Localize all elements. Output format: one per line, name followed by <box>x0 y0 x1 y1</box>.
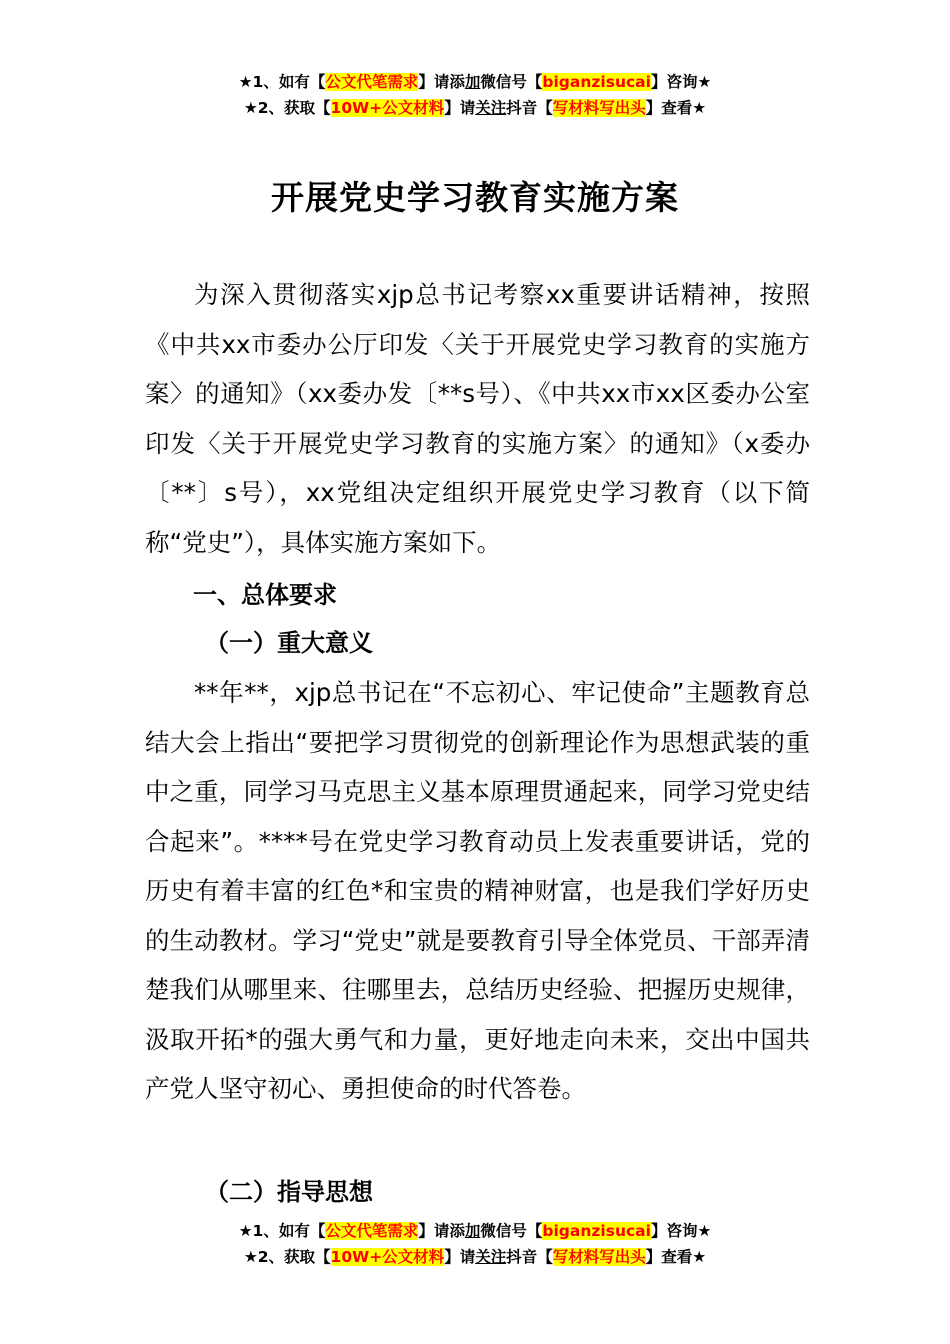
banner-text: 加 <box>464 1222 481 1240</box>
banner-text: ★2、获取【 <box>243 1248 331 1266</box>
paragraph-intro: 为深入贯彻落实xjp总书记考察xx重要讲话精神，按照《中共xx市委办公厅印发〈关于开展党史学习教育的实施方案〉的通知》（xx委办发〔**s号）、《中共xx市xx区委办公室印发〈关于开展党史学习教育的实施方案〉的通知》（x委办〔**〕s号），xx党组决定组织开展党史学习教育（以下简称“党史”），具体实施方案如下。 <box>145 280 810 557</box>
banner-text: ★2、获取【 <box>243 99 331 117</box>
banner-text: 】请 <box>444 99 476 117</box>
footer-banner <box>0 1218 950 1270</box>
body-paragraph <box>145 270 810 567</box>
highlight-service: 公文代笔需求 <box>325 73 419 91</box>
subsection-heading: （二）指导思想 <box>205 1178 373 1206</box>
banner-text: 微信号【 <box>480 1222 543 1240</box>
highlight-wechat-id: biganzisucai <box>542 1222 651 1240</box>
highlight-materials: 10W+公文材料 <box>330 99 445 117</box>
banner-text: 】咨询★ <box>650 1222 712 1240</box>
banner-line-2 <box>0 95 950 121</box>
banner-line-1 <box>0 1218 950 1244</box>
section-heading: 一、总体要求 <box>193 581 337 609</box>
banner-text: ★1、如有【 <box>238 73 326 91</box>
banner-text: 】请添 <box>418 1222 465 1240</box>
banner-text: 加 <box>464 73 481 91</box>
highlight-wechat-id: biganzisucai <box>542 73 651 91</box>
banner-line-1 <box>0 69 950 95</box>
banner-text: 微信号【 <box>480 73 543 91</box>
highlight-douyin: 写材料写出头 <box>552 99 646 117</box>
banner-text: 抖音【 <box>506 1248 553 1266</box>
banner-text: ★1、如有【 <box>238 1222 326 1240</box>
paragraph-significance: **年**，xjp总书记在“不忘初心、牢记使命”主题教育总结大会上指出“要把学习贯彻党的创新理论作为思想武装的重中之重，同学习马克思主义基本原理贯通起来，同学习党史结合起来”。****号在党史学习教育动员上发表重要讲话，党的历史有着丰富的红色*和宝贵的精神财富，也是我们学好历史的生动教材。学习“党史”就是要教育引导全体党员、干部弄清楚我们从哪里来、往哪里去，总结历史经验、把握历史规律，汲取开拓*的强大勇气和力量，更好地走向未来，交出中国共产党人坚守初心、勇担使命的时代答卷。 <box>145 678 810 1103</box>
highlight-service: 公文代笔需求 <box>325 1222 419 1240</box>
body-paragraph <box>145 668 810 1114</box>
banner-text: 】请 <box>444 1248 476 1266</box>
banner-text: 关注 <box>475 1248 507 1266</box>
document-title: 开展党史学习教育实施方案 <box>271 178 679 217</box>
subsection-heading: （一）重大意义 <box>205 629 373 657</box>
highlight-materials: 10W+公文材料 <box>330 1248 445 1266</box>
banner-text: 】查看★ <box>645 1248 707 1266</box>
banner-text: 抖音【 <box>506 99 553 117</box>
banner-text: 】查看★ <box>645 99 707 117</box>
header-banner <box>0 69 950 121</box>
banner-text: 】咨询★ <box>650 73 712 91</box>
banner-text: 】请添 <box>418 73 465 91</box>
banner-text: 关注 <box>475 99 507 117</box>
highlight-douyin: 写材料写出头 <box>552 1248 646 1266</box>
banner-line-2 <box>0 1244 950 1270</box>
